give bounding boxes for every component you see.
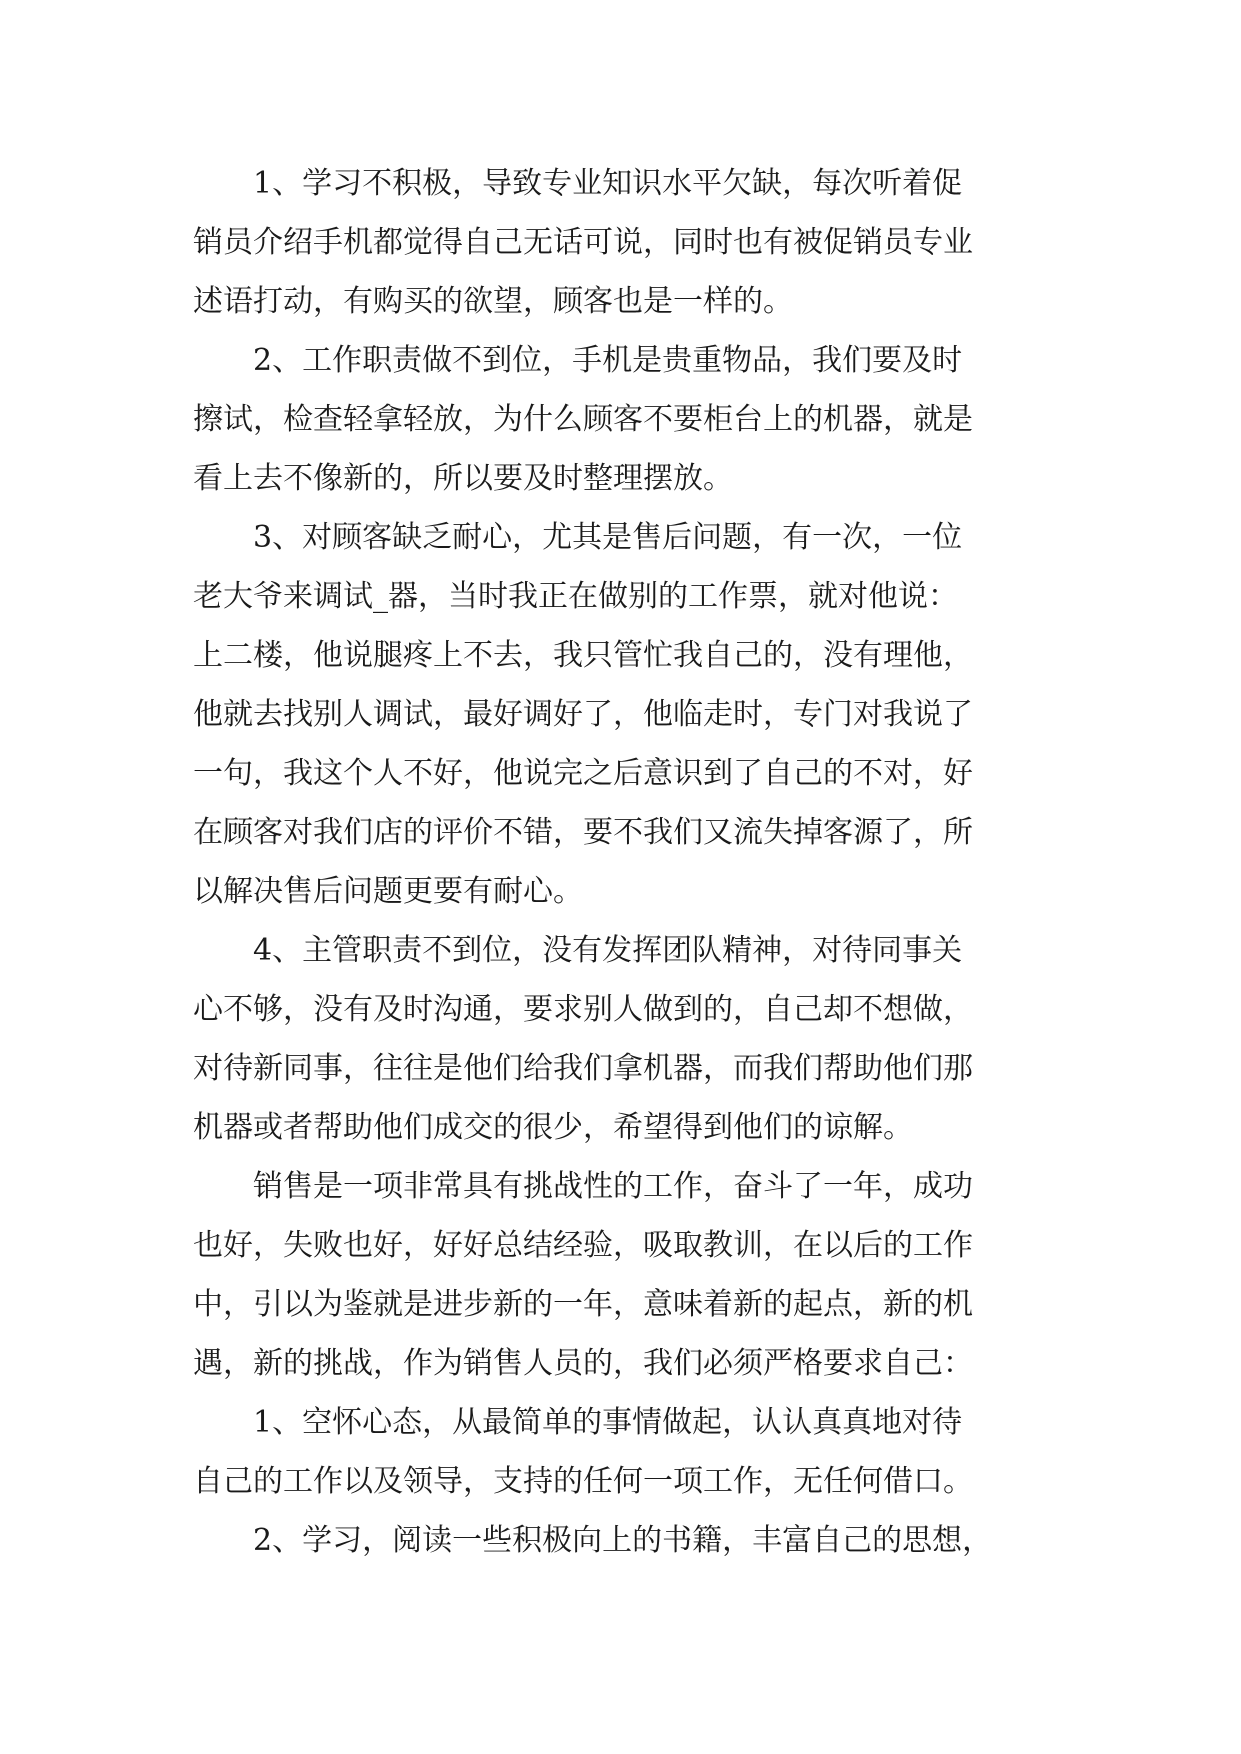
text-line: 机器或者帮助他们成交的很少，希望得到他们的谅解。 xyxy=(193,1110,913,1145)
text-line: 销售是一项非常具有挑战性的工作，奋斗了一年，成功 xyxy=(253,1169,973,1204)
text-line: 也好，失败也好，好好总结经验，吸取教训，在以后的工作 xyxy=(193,1228,973,1263)
text-line: 1、学习不积极，导致专业知识水平欠缺，每次听着促 xyxy=(253,166,963,201)
text-line: 3、对顾客缺乏耐心，尤其是售后问题，有一次，一位 xyxy=(253,520,963,555)
text-line: 一句，我这个人不好，他说完之后意识到了自己的不对，好 xyxy=(193,756,973,791)
text-line: 遇，新的挑战，作为销售人员的，我们必须严格要求自己： xyxy=(193,1346,973,1381)
text-line: 1、空怀心态，从最简单的事情做起，认认真真地对待 xyxy=(253,1405,963,1440)
text-line: 在顾客对我们店的评价不错，要不我们又流失掉客源了，所 xyxy=(193,815,973,850)
text-line: 销员介绍手机都觉得自己无话可说，同时也有被促销员专业 xyxy=(193,225,973,260)
text-line: 看上去不像新的，所以要及时整理摆放。 xyxy=(193,461,733,496)
text-line: 擦试，检查轻拿轻放，为什么顾客不要柜台上的机器，就是 xyxy=(193,402,973,437)
text-line: 中，引以为鉴就是进步新的一年，意味着新的起点，新的机 xyxy=(193,1287,973,1322)
text-line: 心不够，没有及时沟通，要求别人做到的，自己却不想做， xyxy=(193,992,973,1027)
text-line: 2、学习，阅读一些积极向上的书籍，丰富自己的思想， xyxy=(253,1523,993,1558)
text-line: 上二楼，他说腿疼上不去，我只管忙我自己的，没有理他， xyxy=(193,638,973,673)
text-line: 对待新同事，往往是他们给我们拿机器，而我们帮助他们那 xyxy=(193,1051,973,1086)
text-line: 他就去找别人调试，最好调好了，他临走时，专门对我说了 xyxy=(193,697,973,732)
text-line: 2、工作职责做不到位，手机是贵重物品，我们要及时 xyxy=(253,343,963,378)
text-line: 4、主管职责不到位，没有发挥团队精神，对待同事关 xyxy=(253,933,963,968)
text-line: 自己的工作以及领导，支持的任何一项工作，无任何借口。 xyxy=(193,1464,973,1499)
text-line: 老大爷来调试_器，当时我正在做别的工作票，就对他说： xyxy=(193,579,958,614)
text-line: 述语打动，有购买的欲望，顾客也是一样的。 xyxy=(193,284,793,319)
text-line: 以解决售后问题更要有耐心。 xyxy=(193,874,583,909)
document-body xyxy=(193,154,1063,1570)
